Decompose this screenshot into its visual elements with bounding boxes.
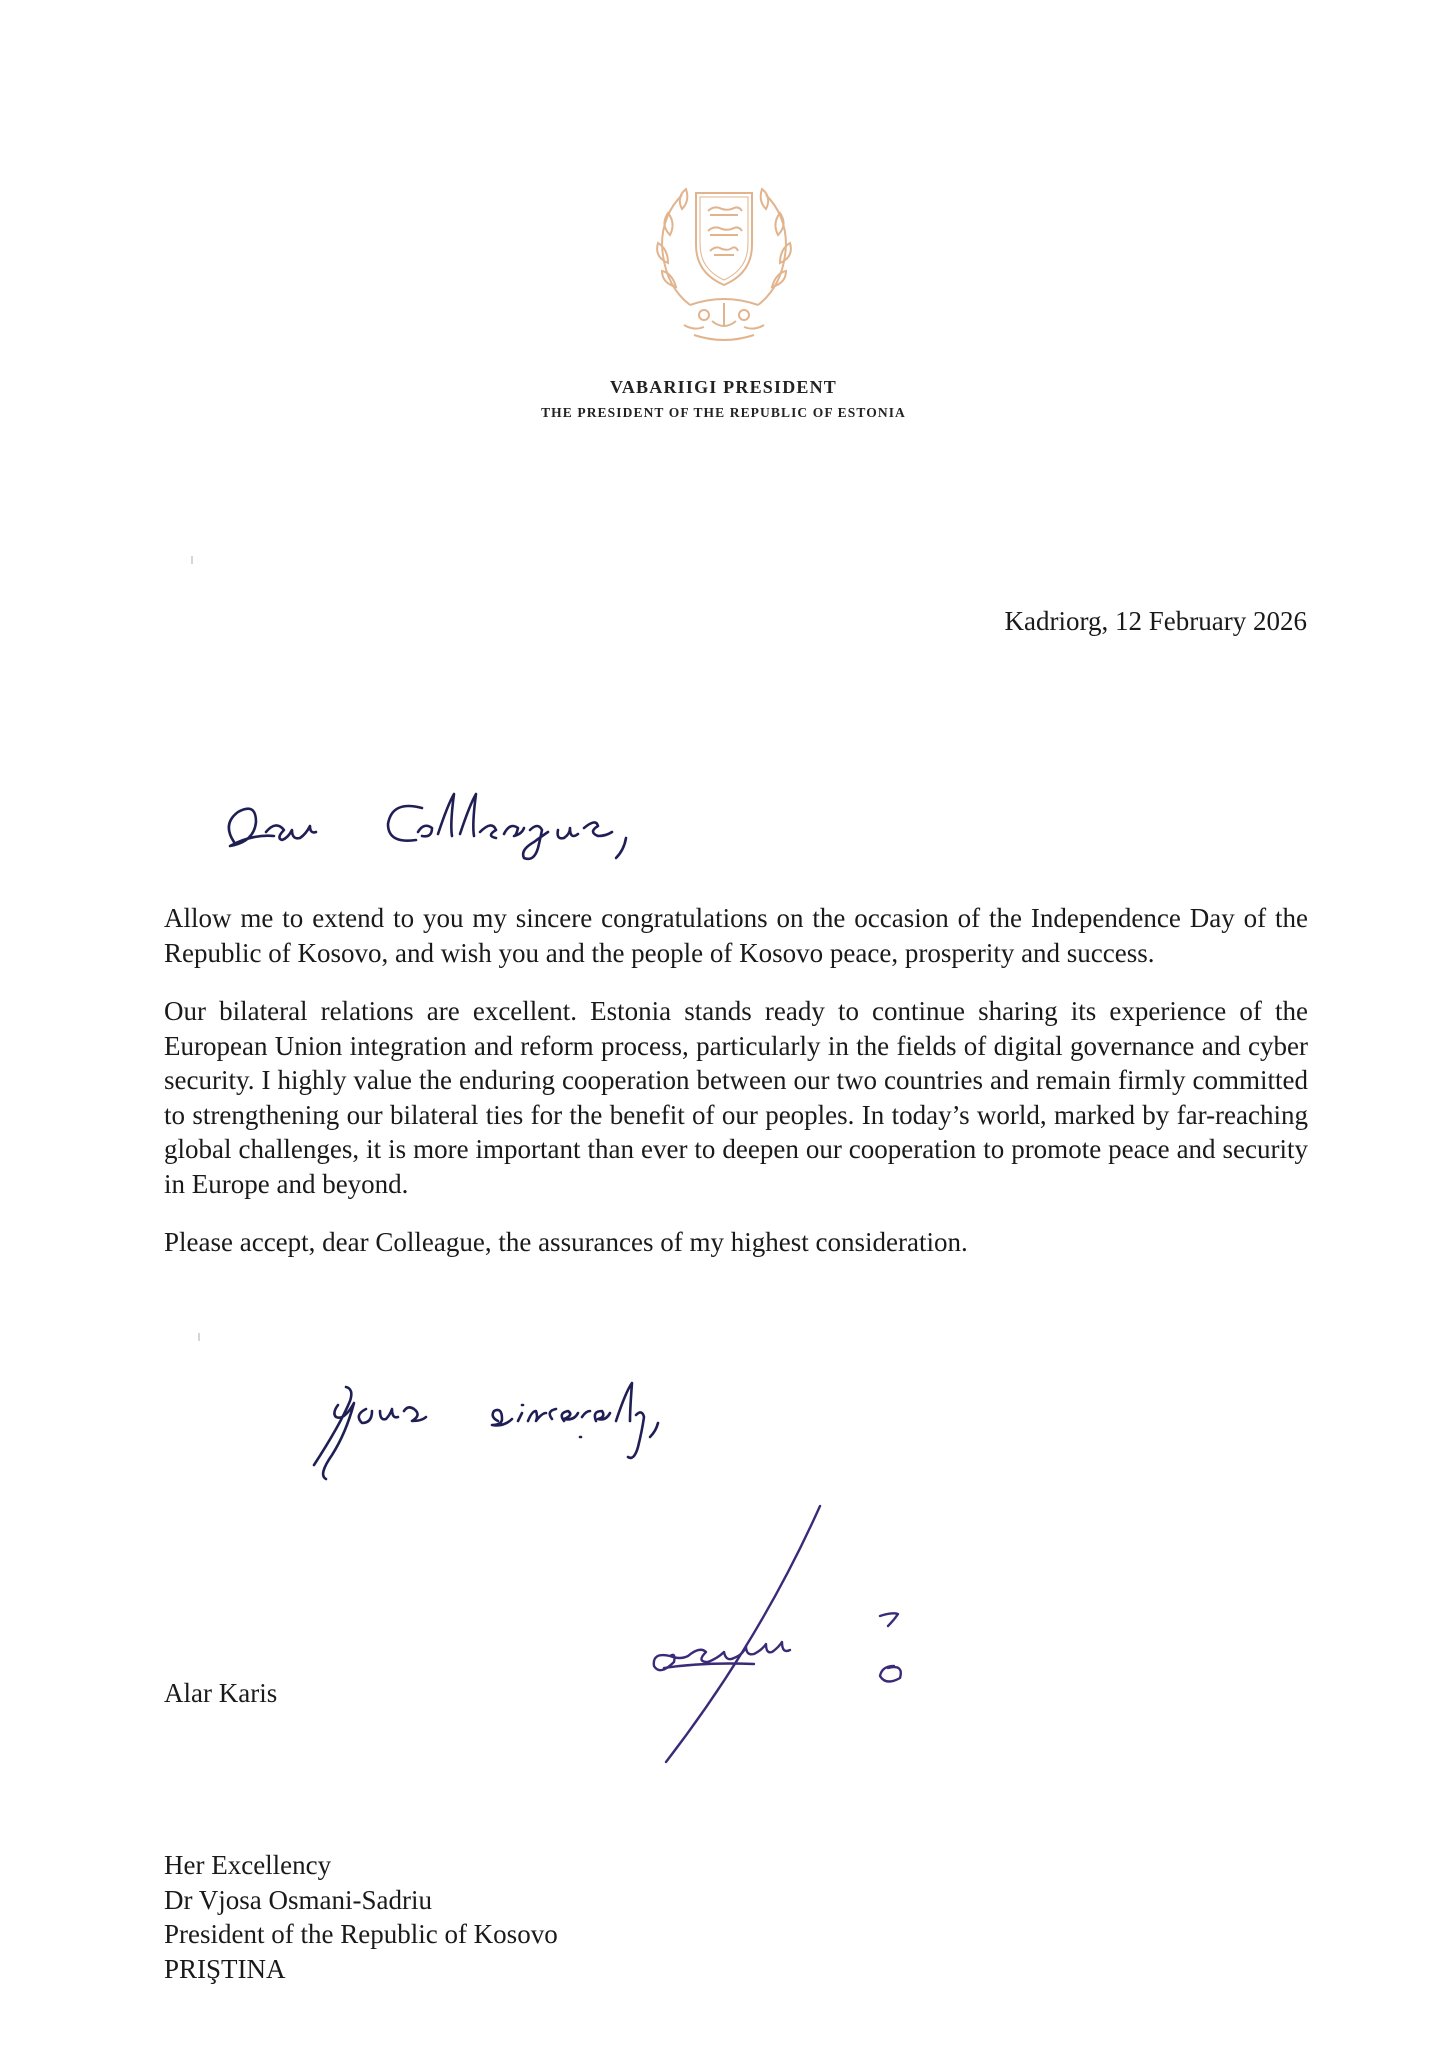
estonian-coat-of-arms-icon xyxy=(624,175,824,345)
handwritten-salutation xyxy=(212,772,772,882)
handwritten-signature-icon xyxy=(640,1500,970,1770)
letterhead-title-estonian: VABARIIGI PRESIDENT xyxy=(609,377,838,397)
addressee-line: Her Excellency xyxy=(164,1850,332,1880)
handwritten-closing xyxy=(300,1365,900,1490)
letterhead-title-english: THE PRESIDENT OF THE REPUBLIC OF ESTONIA xyxy=(541,405,906,420)
body-paragraph: Please accept, dear Colleague, the assurances of my highest consideration. xyxy=(164,1227,968,1257)
signer-name: Alar Karis xyxy=(164,1678,278,1708)
addressee-line: President of the Republic of Kosovo xyxy=(164,1919,558,1949)
body-paragraph: Our bilateral relations are excellent. Estonia stands ready to continue sharing its experience of the European Union integration and reform process, particularly in the fields of digital governance and cyber security. I highly value the enduring cooperation between our two countries and remain firmly committed to strengthening our bilateral ties for the benefit of our peoples. In today’s world, marked by far-reaching global challenges, it is more important than ever to deepen our cooperation to promote peace and security in Europe and beyond. xyxy=(164,996,1308,1199)
addressee-line: PRIŞTINA xyxy=(164,1953,286,1984)
letter-body xyxy=(164,901,1308,1284)
dateline: Kadriorg, 12 February 2026 xyxy=(1004,606,1307,636)
addressee-line: Dr Vjosa Osmani-Sadriu xyxy=(164,1884,432,1915)
body-paragraph: Allow me to extend to you my sincere congratulations on the occasion of the Independence Day of the Republic of Kosovo, and wish you and the people of Kosovo peace, prosperity and success. xyxy=(164,903,1308,968)
addressee-block xyxy=(164,1848,558,1986)
